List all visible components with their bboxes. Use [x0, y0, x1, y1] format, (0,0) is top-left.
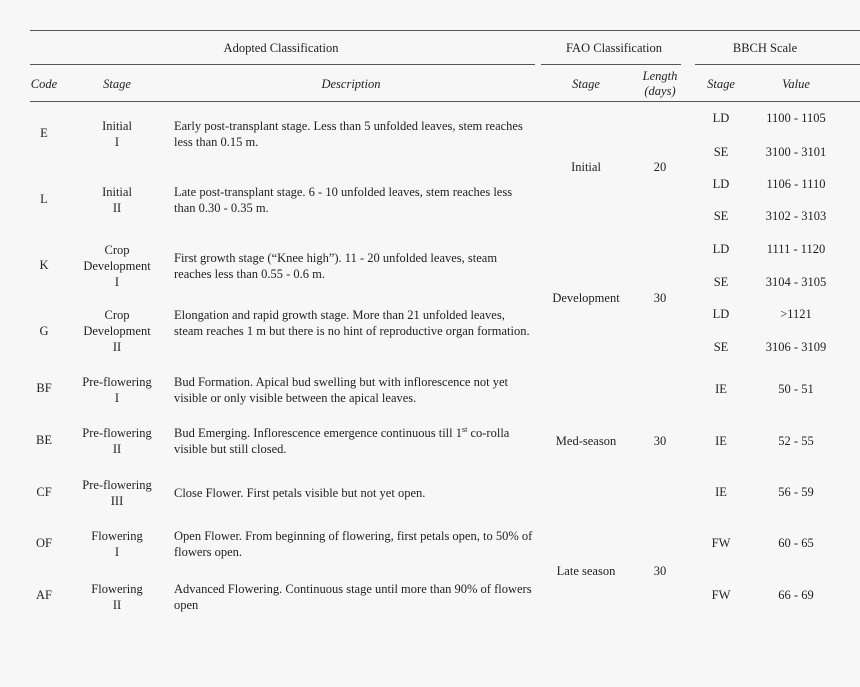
- description-cell: Elongation and rapid growth stage. More than 21 unfolded leaves, steam reaches 1 m but there is no hint of reproductive organ formation.: [174, 308, 530, 338]
- column-header-stage: Stage: [103, 77, 131, 91]
- description-text: co-rolla visible but still closed.: [174, 426, 510, 456]
- description-text: Bud Emerging. Inflorescence emergence continuous till 1: [174, 426, 462, 440]
- fao-stage-cell: Development: [552, 291, 620, 305]
- bbch-stage-cell: IE: [715, 434, 727, 448]
- fao-stage-cell: Initial: [571, 160, 601, 174]
- code-cell: BE: [36, 433, 52, 447]
- column-header-length-unit: (days): [644, 84, 676, 98]
- bbch-value-cell: 1106 - 1110: [766, 177, 826, 191]
- column-header-description: Description: [321, 77, 381, 91]
- bbch-stage-cell: SE: [713, 209, 729, 223]
- stage-cell: [102, 118, 132, 150]
- stage-line: Crop: [104, 308, 130, 322]
- stage-line: Development: [83, 259, 151, 273]
- stage-line: II: [112, 201, 122, 215]
- column-header-value: Value: [782, 77, 810, 91]
- description-cell: Advanced Flowering. Continuous stage until more than 90% of flowers open: [174, 582, 532, 612]
- stage-line: I: [114, 391, 120, 405]
- group-header-bbch: BBCH Scale: [732, 41, 798, 55]
- bbch-stage-cell: SE: [713, 275, 729, 289]
- description-cell: Late post-transplant stage. 6 - 10 unfolded leaves, stem reaches less than 0.30 - 0.35 m.: [174, 185, 513, 215]
- bbch-stage-cell: FW: [711, 588, 731, 602]
- group-header-fao: FAO Classification: [566, 41, 662, 55]
- stage-cell: [91, 581, 142, 613]
- bbch-value-cell: 3106 - 3109: [765, 340, 827, 354]
- bbch-value-cell: 66 - 69: [778, 588, 814, 602]
- fao-length-cell: 30: [653, 434, 667, 448]
- group-header-adopted: Adopted Classification: [223, 41, 339, 55]
- bbch-value-cell: 50 - 51: [778, 382, 814, 396]
- fao-length-cell: 30: [653, 564, 667, 578]
- bbch-value-cell: 1100 - 1105: [766, 111, 826, 125]
- header-rule: [30, 101, 860, 102]
- bbch-value-cell: 52 - 55: [778, 434, 814, 448]
- bbch-value-cell: 3102 - 3103: [765, 209, 827, 223]
- code-cell: AF: [36, 588, 52, 602]
- code-cell: OF: [36, 536, 52, 550]
- code-cell: BF: [36, 381, 52, 395]
- stage-cell: [82, 425, 151, 457]
- description-cell: Bud Formation. Apical bud swelling but with inflorescence not yet visible or only visible between the apical leaves.: [174, 375, 508, 405]
- stage-line: I: [114, 275, 120, 289]
- bbch-stage-cell: LD: [712, 177, 730, 191]
- stage-cell: [102, 184, 132, 216]
- stage-line: Development: [83, 324, 151, 338]
- stage-line: Crop: [104, 243, 130, 257]
- code-cell: CF: [36, 485, 52, 499]
- stage-line: Flowering: [91, 529, 143, 543]
- stage-line: Pre-flowering: [82, 375, 152, 389]
- bbch-value-cell: >1121: [780, 307, 812, 321]
- column-header-fao-stage: Stage: [572, 77, 600, 91]
- stage-line: III: [110, 494, 124, 508]
- stage-line: Pre-flowering: [82, 426, 152, 440]
- stage-cell: [83, 307, 150, 355]
- code-cell: E: [40, 126, 48, 140]
- bbch-stage-cell: IE: [715, 485, 727, 499]
- stage-cell: [82, 477, 151, 509]
- stage-cell: [91, 528, 142, 560]
- description-cell: Early post-transplant stage. Less than 5 unfolded leaves, stem reaches less than 0.15 m.: [174, 119, 523, 149]
- group-rule-fao: [541, 64, 681, 65]
- column-header-code: Code: [30, 77, 58, 91]
- description-cell: First growth stage (“Knee high”). 11 - 20 unfolded leaves, steam reaches less than 0.55 - 0.6 m.: [174, 251, 498, 281]
- column-header-bbch-stage: Stage: [707, 77, 735, 91]
- column-header-length: Length: [642, 69, 678, 83]
- stage-line: Pre-flowering: [82, 478, 152, 492]
- stage-line: II: [112, 598, 122, 612]
- bbch-stage-cell: LD: [712, 242, 730, 256]
- fao-length-cell: 30: [653, 291, 667, 305]
- stage-line: II: [112, 340, 122, 354]
- code-cell: K: [39, 258, 49, 272]
- bbch-stage-cell: SE: [713, 145, 729, 159]
- bbch-value-cell: 60 - 65: [778, 536, 814, 550]
- bbch-stage-cell: IE: [715, 382, 727, 396]
- stage-cell: [83, 242, 150, 290]
- bbch-stage-cell: SE: [713, 340, 729, 354]
- description-cell: Open Flower. From beginning of flowering, first petals open, to 50% of flowers open.: [174, 529, 533, 559]
- stage-line: I: [114, 545, 120, 559]
- code-cell: G: [39, 324, 49, 338]
- top-rule: [30, 30, 860, 31]
- bbch-stage-cell: FW: [711, 536, 731, 550]
- description-cell: Close Flower. First petals visible but not yet open.: [174, 486, 426, 500]
- bbch-stage-cell: LD: [712, 111, 730, 125]
- stage-line: I: [114, 135, 120, 149]
- stage-line: II: [112, 442, 122, 456]
- group-rule-adopted: [30, 64, 535, 65]
- stage-line: Flowering: [91, 582, 143, 596]
- ordinal-suffix: st: [462, 424, 468, 434]
- fao-stage-cell: Late season: [556, 564, 616, 578]
- fao-stage-cell: Med-season: [555, 434, 617, 448]
- bbch-value-cell: 3100 - 3101: [765, 145, 827, 159]
- bbch-stage-cell: LD: [712, 307, 730, 321]
- bbch-value-cell: 56 - 59: [778, 485, 814, 499]
- stage-cell: [82, 374, 151, 406]
- stage-line: Initial: [102, 185, 132, 199]
- stage-line: Initial: [102, 119, 132, 133]
- bbch-value-cell: 1111 - 1120: [766, 242, 826, 256]
- fao-length-cell: 20: [653, 160, 667, 174]
- group-rule-bbch: [695, 64, 860, 65]
- description-cell: [174, 425, 534, 457]
- bbch-value-cell: 3104 - 3105: [765, 275, 827, 289]
- code-cell: L: [40, 192, 48, 206]
